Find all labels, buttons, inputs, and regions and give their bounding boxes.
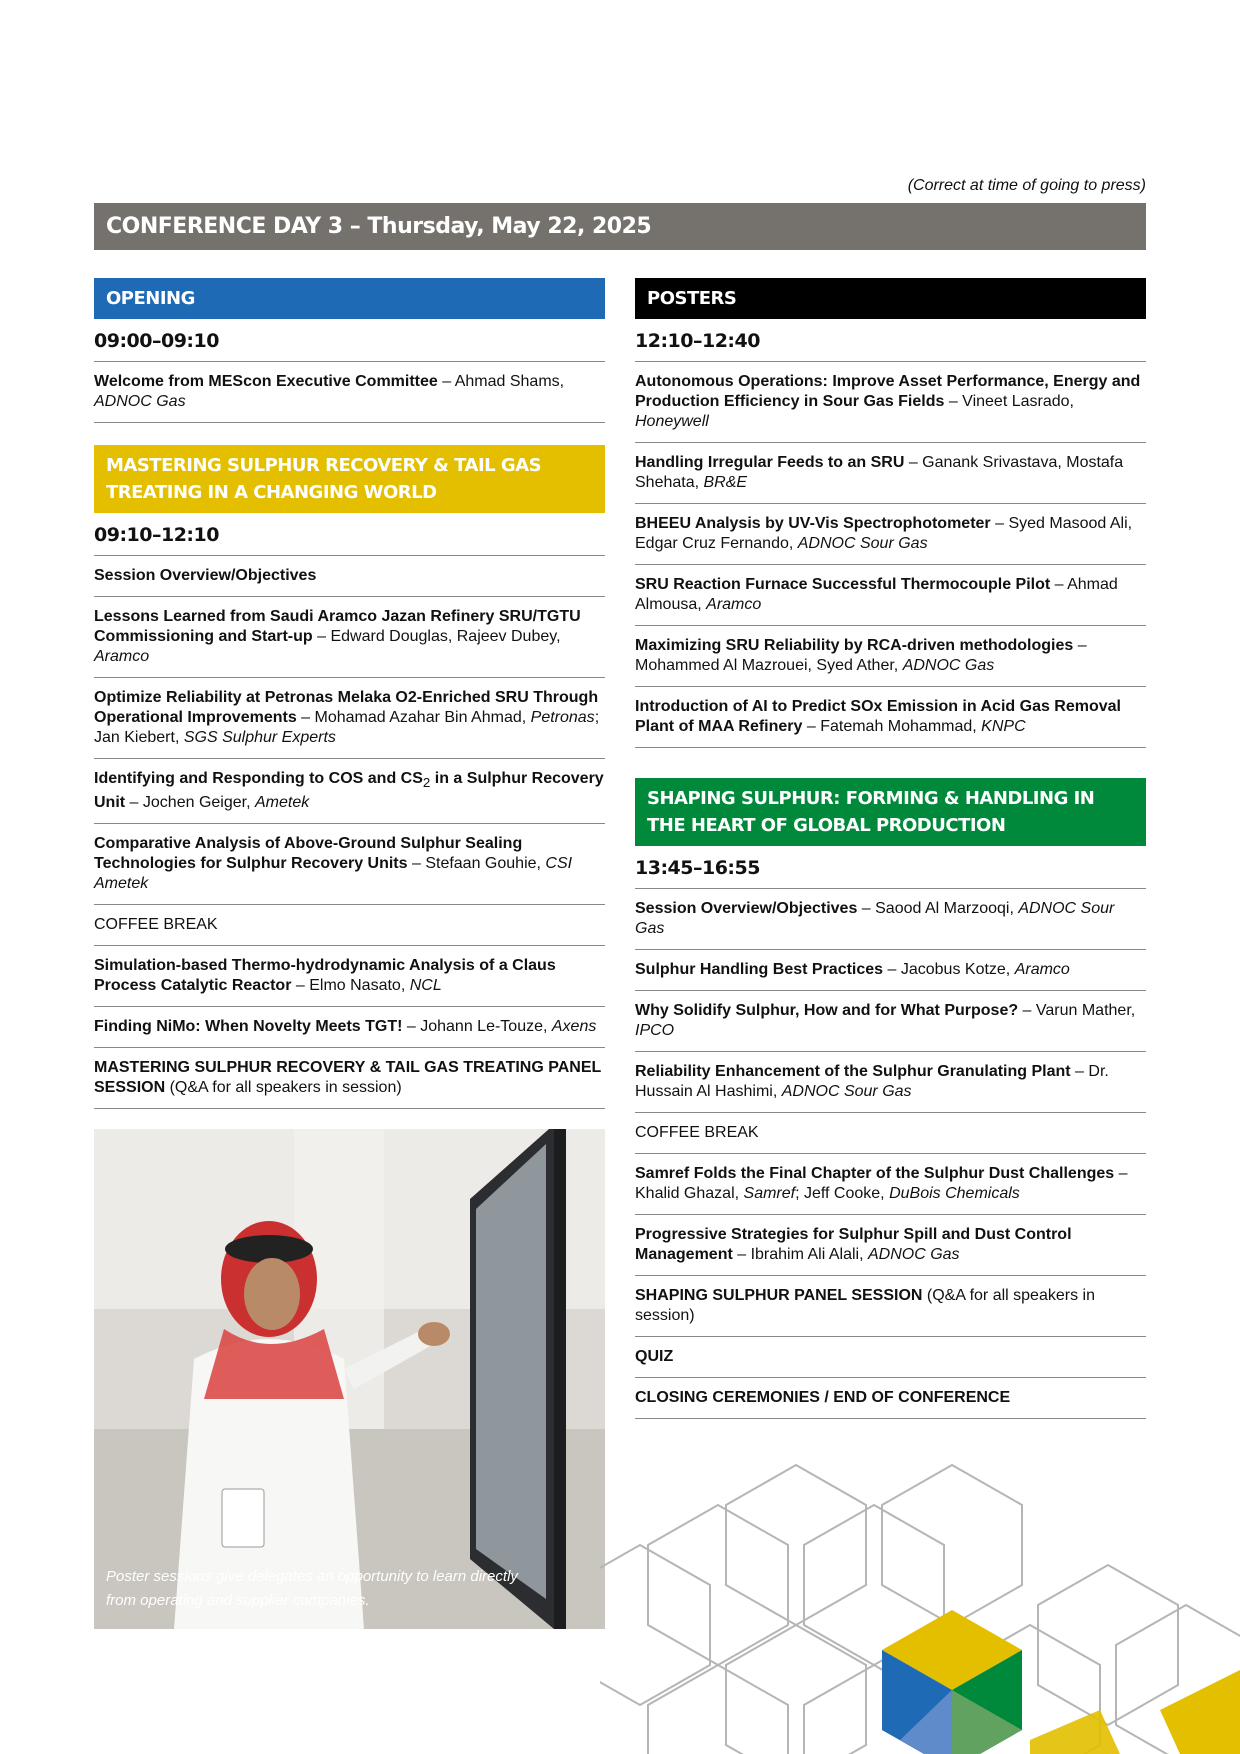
posters-time: 12:10–12:40: [635, 319, 1146, 362]
agenda-item-rest: – Khalid Ghazal,: [635, 1165, 1128, 1202]
agenda-item-rest: – Ganank Srivastava, Mostafa Shehata,: [635, 454, 1124, 491]
agenda-item: [94, 362, 605, 423]
agenda-item: [635, 362, 1146, 443]
agenda-item-bold: Why Solidify Sulphur, How and for What Purpose?: [635, 1002, 1019, 1019]
agenda-item-bold: CLOSING CEREMONIES / END OF CONFERENCE: [635, 1389, 1011, 1406]
agenda-item: [635, 950, 1146, 991]
opening-time: 09:00–09:10: [94, 319, 605, 362]
poster-session-photo: [94, 1129, 605, 1629]
agenda-item-bold: Session Overview/Objectives: [94, 567, 317, 584]
agenda-item-rest: – Fatemah Mohammad,: [802, 718, 982, 735]
opening-header: OPENING: [94, 278, 605, 319]
agenda-item-bold: SRU Reaction Furnace Successful Thermocouple Pilot: [635, 576, 1051, 593]
agenda-item-ital: IPCO: [635, 1022, 675, 1039]
agenda-item-bold: MASTERING SULPHUR RECOVERY & TAIL GAS TREATING PANEL SESSION: [94, 1059, 601, 1097]
agenda-item: [94, 824, 605, 905]
posters-items: [635, 362, 1146, 748]
posters-header: POSTERS: [635, 278, 1146, 319]
agenda-item-bold: SHAPING SULPHUR PANEL SESSION: [635, 1287, 923, 1304]
agenda-item: [635, 1276, 1146, 1337]
agenda-item-rest: – Varun Mather,: [1018, 1002, 1136, 1019]
left-column: [94, 278, 605, 1109]
agenda-item: [94, 597, 605, 678]
agenda-item-rest: – Mohamad Azahar Bin Ahmad,: [296, 709, 531, 726]
agenda-item-rest: (Q&A for all speakers in session): [165, 1079, 402, 1097]
agenda-item: [635, 991, 1146, 1052]
agenda-item: [635, 1215, 1146, 1276]
shaping-time: 13:45–16:55: [635, 846, 1146, 889]
agenda-item-rest: COFFEE BREAK: [635, 1124, 759, 1141]
agenda-item-bold: Progressive Strategies for Sulphur Spill and Dust Control Management: [635, 1226, 1072, 1263]
agenda-item-rest: – Jochen Geiger,: [125, 794, 255, 812]
agenda-item-ital: Honeywell: [635, 413, 709, 430]
agenda-item-bold: Optimize Reliability at Petronas Melaka O2-Enriched SRU Through Operational Improvements: [94, 689, 599, 726]
agenda-item-rest2: ; Jan Kiebert,: [94, 709, 600, 746]
agenda-item: [635, 1337, 1146, 1378]
agenda-item-ital: NCL: [409, 977, 442, 995]
agenda-item-rest: – Ahmad Shams,: [437, 373, 565, 390]
agenda-item: [635, 1113, 1146, 1154]
agenda-item-rest: COFFEE BREAK: [94, 916, 218, 934]
agenda-item-bold: Lessons Learned from Saudi Aramco Jazan Refinery SRU/TGTU Commissioning and Start-up: [94, 608, 581, 645]
agenda-item-ital: ADNOC Sour Gas: [635, 900, 1115, 937]
agenda-item-bold: Comparative Analysis of Above-Ground Sulphur Sealing Technologies for Sulphur Recovery Units: [94, 835, 523, 873]
agenda-item-bold: Sulphur Handling Best Practices: [635, 961, 884, 978]
agenda-item: [635, 626, 1146, 687]
agenda-item: [94, 946, 605, 1007]
agenda-item-ital: ADNOC Sour Gas: [797, 535, 928, 552]
mastering-items: [94, 556, 605, 1109]
agenda-item: [635, 443, 1146, 504]
agenda-item: [635, 565, 1146, 626]
agenda-item-ital2: SGS Sulphur Experts: [183, 729, 336, 746]
press-note: (Correct at time of going to press): [907, 177, 1146, 194]
right-column: [635, 278, 1146, 1419]
agenda-item-rest: – Edward Douglas, Rajeev Dubey,: [312, 628, 561, 645]
agenda-item-rest: – Vineet Lasrado,: [944, 393, 1074, 410]
agenda-item-ital: Aramco: [706, 596, 762, 613]
opening-items: [94, 362, 605, 423]
day-title: CONFERENCE DAY 3 – Thursday, May 22, 2025: [94, 203, 1146, 250]
agenda-item-rest2: ; Jeff Cooke,: [795, 1185, 890, 1202]
agenda-item-ital: ADNOC Gas: [902, 657, 995, 674]
agenda-item-rest: – Syed Masood Ali, Edgar Cruz Fernando,: [635, 515, 1133, 552]
agenda-item-ital: Aramco: [1014, 961, 1070, 978]
shaping-items: [635, 889, 1146, 1419]
agenda-item-rest: – Johann Le-Touze,: [402, 1018, 552, 1036]
mastering-time: 09:10–12:10: [94, 513, 605, 556]
agenda-item-ital: ADNOC Sour Gas: [781, 1083, 912, 1100]
agenda-item: [94, 905, 605, 946]
agenda-item: [635, 687, 1146, 748]
agenda-item-ital: Petronas: [530, 709, 595, 726]
agenda-item: [94, 759, 605, 824]
agenda-item-bold: Maximizing SRU Reliability by RCA-driven methodologies: [635, 637, 1074, 654]
agenda-item-rest: (Q&A for all speakers in session): [635, 1287, 1095, 1324]
agenda-item-rest: – Ibrahim Ali Alali,: [732, 1246, 868, 1263]
agenda-item: [635, 1052, 1146, 1113]
agenda-item-ital: Ametek: [254, 794, 310, 812]
agenda-item-bold: Reliability Enhancement of the Sulphur Granulating Plant: [635, 1063, 1071, 1080]
agenda-item: [94, 1048, 605, 1109]
agenda-item-ital: Samref: [743, 1185, 796, 1202]
agenda-item-bold: Introduction of AI to Predict SOx Emission in Acid Gas Removal Plant of MAA Refinery: [635, 698, 1121, 735]
agenda-item-ital: Aramco: [94, 648, 150, 665]
agenda-item-bold: Samref Folds the Final Chapter of the Sulphur Dust Challenges: [635, 1165, 1115, 1182]
agenda-item-rest: – Elmo Nasato,: [291, 977, 410, 995]
agenda-item-sub: 2: [422, 775, 431, 791]
agenda-item-ital: BR&E: [703, 474, 748, 491]
agenda-item-bold: BHEEU Analysis by UV-Vis Spectrophotometer: [635, 515, 991, 532]
agenda-item-rest: – Saood Al Marzooqi,: [857, 900, 1019, 917]
agenda-item-rest: – Stefaan Gouhie,: [407, 855, 546, 873]
agenda-item-ital: CSI Ametek: [94, 855, 573, 893]
agenda-item: [635, 1378, 1146, 1419]
mastering-header: MASTERING SULPHUR RECOVERY & TAIL GAS TREATING IN A CHANGING WORLD: [94, 445, 605, 513]
agenda-item: [94, 1007, 605, 1048]
shaping-header: SHAPING SULPHUR: FORMING & HANDLING IN THE HEART OF GLOBAL PRODUCTION: [635, 778, 1146, 846]
agenda-item: [635, 504, 1146, 565]
agenda-item: [94, 556, 605, 597]
agenda-item-bold: Simulation-based Thermo-hydrodynamic Analysis of a Claus Process Catalytic Reactor: [94, 957, 556, 995]
agenda-item-rest: – Dr. Hussain Al Hashimi,: [635, 1063, 1109, 1100]
agenda-item-rest: – Jacobus Kotze,: [883, 961, 1015, 978]
hexagon-decoration: [600, 1440, 1240, 1754]
agenda-item-bold2: in a Sulphur Recovery Unit: [94, 770, 604, 812]
agenda-item: [635, 889, 1146, 950]
agenda-item: [635, 1154, 1146, 1215]
agenda-item-bold: Welcome from MEScon Executive Committee: [94, 373, 438, 390]
agenda-item-ital: KNPC: [981, 718, 1026, 735]
agenda-item-bold: Autonomous Operations: Improve Asset Performance, Energy and Production Efficiency in Sour Gas Fields: [635, 373, 1141, 410]
photo-caption: Poster sessions give delegates an opportunity to learn directly from operating and supplier companies.: [106, 1568, 518, 1609]
agenda-item-bold: Session Overview/Objectives: [635, 900, 858, 917]
agenda-item-ital: Axens: [551, 1018, 597, 1036]
agenda-item-ital: ADNOC Gas: [867, 1246, 960, 1263]
agenda-item-bold: QUIZ: [635, 1348, 674, 1365]
photo-illustration: [94, 1129, 605, 1629]
agenda-item-bold: Finding NiMo: When Novelty Meets TGT!: [94, 1018, 403, 1036]
agenda-item-ital2: DuBois Chemicals: [889, 1185, 1020, 1202]
agenda-item: [94, 678, 605, 759]
agenda-item-ital: ADNOC Gas: [94, 393, 186, 410]
agenda-item-bold: Handling Irregular Feeds to an SRU: [635, 454, 905, 471]
agenda-item-rest: – Mohammed Al Mazrouei, Syed Ather,: [635, 637, 1087, 674]
agenda-item-rest: – Ahmad Almousa,: [635, 576, 1118, 613]
agenda-item-bold: Identifying and Responding to COS and CS: [94, 770, 423, 787]
